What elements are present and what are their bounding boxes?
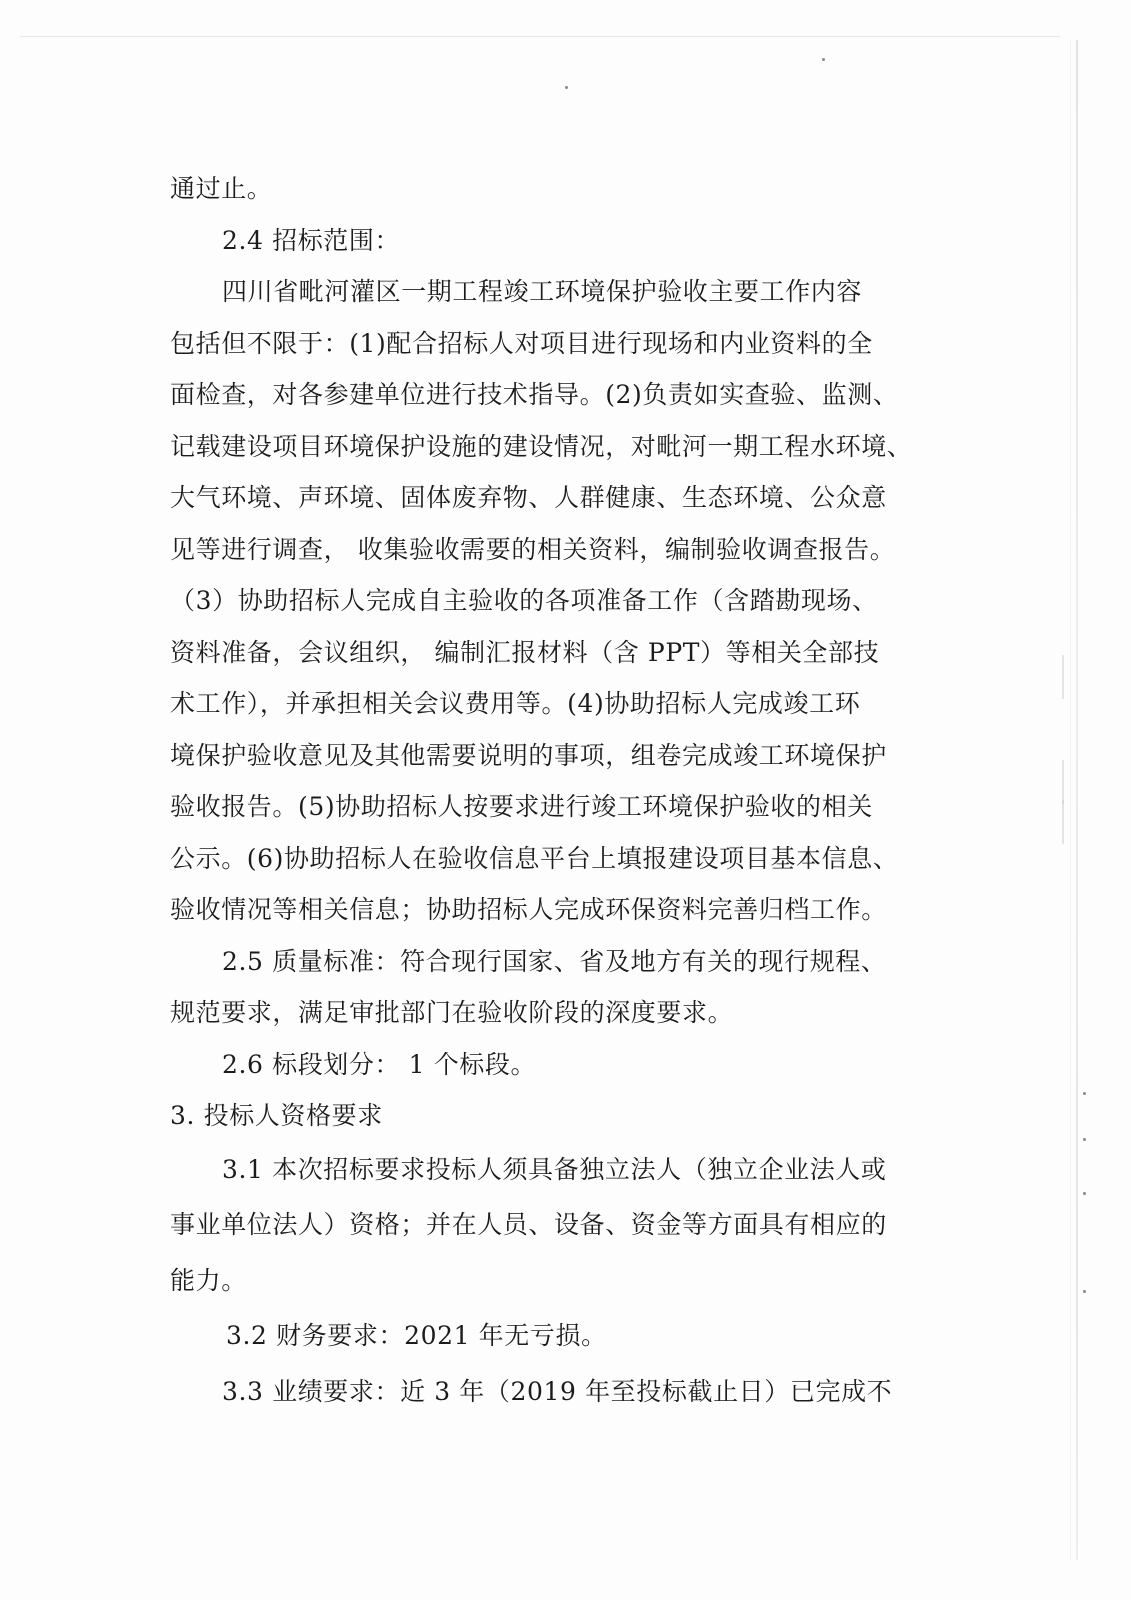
page-right-edge-shadow (1070, 40, 1071, 1560)
paragraph-line: 公示。(6)协助招标人在验收信息平台上填报建设项目基本信息、 (170, 843, 899, 873)
binding-mark (1048, 800, 1064, 844)
section-2-5-line: 2.5 质量标准：符合现行国家、省及地方有关的现行规程、 (222, 946, 887, 976)
binding-mark (1048, 655, 1064, 699)
paragraph-line: 记载建设项目环境保护设施的建设情况，对毗河一期工程水环境、 (170, 431, 913, 461)
page-top-edge (20, 36, 1060, 37)
paragraph-line: 验收报告。(5)协助招标人按要求进行竣工环境保护验收的相关 (170, 792, 873, 821)
binding-mark (1048, 760, 1064, 804)
section-2-6-line: 2.6 标段划分： 1 个标段。 (222, 1049, 537, 1079)
scan-speck (1083, 1138, 1086, 1141)
scan-speck (1083, 1290, 1086, 1293)
section-heading-3: 3. 投标人资格要求 (170, 1101, 383, 1130)
paragraph-line: 验收情况等相关信息；协助招标人完成环保资料完善归档工作。 (170, 895, 887, 924)
document-body (170, 163, 913, 1419)
paragraph-line: 能力。 (170, 1265, 247, 1295)
paragraph-line: 规范要求，满足审批部门在验收阶段的深度要求。 (170, 998, 734, 1027)
paragraph-line: 事业单位法人）资格；并在人员、设备、资金等方面具有相应的 (170, 1210, 887, 1239)
paragraph-line: 资料准备，会议组织， 编制汇报材料（含 PPT）等相关全部技 (170, 637, 880, 667)
section-3-2-line: 3.2 财务要求：2021 年无亏损。 (226, 1321, 607, 1350)
paragraph-line: 术工作），并承担相关会议费用等。(4)协助招标人完成竣工环 (170, 689, 861, 718)
section-heading-2-4: 2.4 招标范围： (222, 225, 401, 255)
scan-speck (565, 86, 568, 89)
paragraph-line: 见等进行调查， 收集验收需要的相关资料，编制验收调查报告。 (170, 534, 896, 564)
paragraph-line: （3）协助招标人完成自主验收的各项准备工作（含踏勘现场、 (170, 586, 878, 615)
paragraph-line: 境保护验收意见及其他需要说明的事项，组卷完成竣工环境保护 (170, 740, 887, 770)
section-3-3-line: 3.3 业绩要求：近 3 年（2019 年至投标截止日）已完成不 (222, 1376, 893, 1406)
scan-speck (1083, 1192, 1086, 1195)
scan-speck (1083, 1092, 1086, 1095)
paragraph-line: 四川省毗河灌区一期工程竣工环境保护验收主要工作内容 (222, 277, 863, 306)
paragraph-line: 大气环境、声环境、固体废弃物、人群健康、生态环境、公众意 (170, 483, 887, 512)
paragraph-line: 面检查，对各参建单位进行技术指导。(2)负责如实查验、监测、 (170, 380, 899, 409)
text-line: 通过止。 (170, 174, 273, 203)
scan-speck (822, 58, 825, 61)
section-3-1-line: 3.1 本次招标要求投标人须具备独立法人（独立企业法人或 (222, 1154, 887, 1184)
page-right-edge (1076, 40, 1078, 1560)
paragraph-line: 包括但不限于：(1)配合招标人对项目进行现场和内业资料的全 (170, 328, 873, 358)
